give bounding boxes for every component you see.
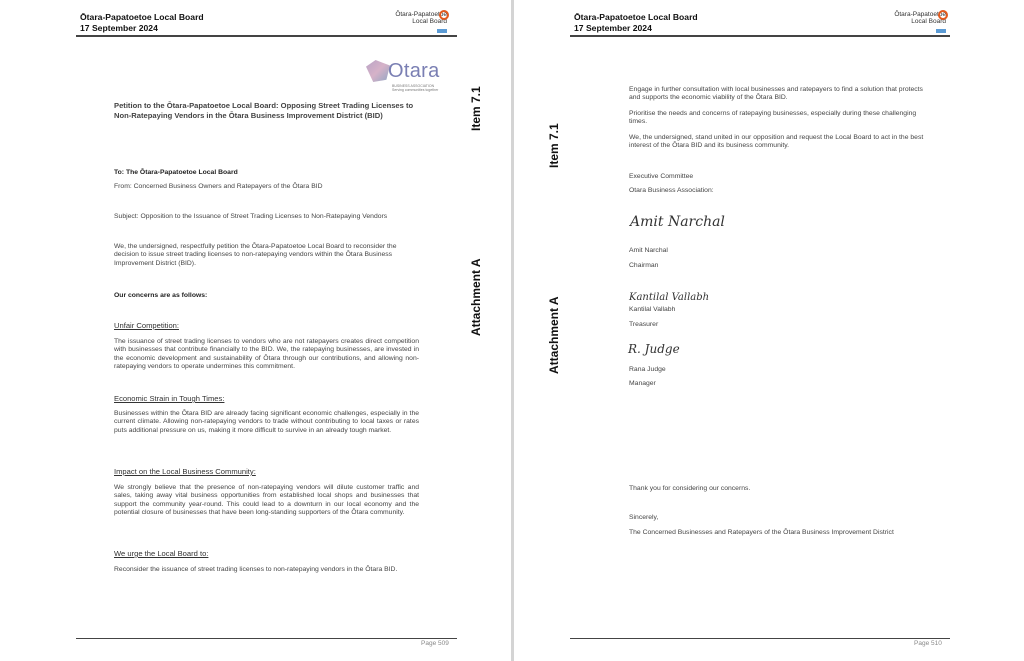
signatory-role: Treasurer	[629, 321, 659, 328]
logo-subtitle	[392, 84, 438, 92]
logo-word: Otara	[388, 60, 440, 82]
section-heading: Unfair Competition:	[114, 321, 179, 330]
local-board-logo	[884, 11, 946, 33]
item-label: Item 7.1	[469, 86, 483, 131]
page-header	[574, 12, 698, 34]
petition-title: Petition to the Ōtara-Papatoetoe Local Board: Opposing Street Trading Licenses to Non-Ratepaying Vendors in the Ōtara Business Improvement District (BID)	[114, 101, 414, 120]
section-text: The issuance of street trading licenses to vendors who are not ratepayers creates direct competition with businesses that contribute financially to the BID. We, the ratepaying businesses, are invested in the economic development and sustainability of Ōtara through our contributions, and allowing non-ratepaying vendors to operate undermines this commitment.	[114, 338, 419, 371]
footer-rule	[76, 638, 457, 639]
header-rule	[76, 35, 457, 37]
logo-text: Local Board	[911, 18, 946, 25]
header-rule	[570, 35, 950, 37]
subject-line: Subject: Opposition to the Issuance of Street Trading Licenses to Non-Ratepaying Vendors	[114, 213, 388, 220]
section-text: Businesses within the Ōtara BID are already facing significant economic challenges, especially in the current climate. Allowing non-ratepaying vendors to trade without contributing to local taxes or rates puts additional pressure on us, making it more difficult to survive in an already tough market.	[114, 410, 419, 434]
to-line: To: The Ōtara-Papatoetoe Local Board	[114, 169, 238, 176]
signoff-line: The Concerned Businesses and Ratepayers of the Ōtara Business Improvement District	[629, 529, 894, 536]
association-label: Otara Business Association:	[629, 187, 714, 194]
logo-bar-icon	[437, 29, 447, 33]
urge-item: Reconsider the issuance of street trading licenses to non-ratepaying vendors in the Ōtara BID.	[114, 566, 398, 573]
section-heading: Economic Strain in Tough Times:	[114, 394, 225, 403]
urge-item: Prioritise the needs and concerns of ratepaying businesses, especially during these challenging times.	[629, 110, 917, 126]
logo-bar-icon	[936, 29, 946, 33]
logo-text: Ōtara-Papatoetoe	[894, 11, 946, 18]
section-heading: Impact on the Local Business Community:	[114, 467, 256, 476]
urge-heading: We urge the Local Board to:	[114, 549, 209, 558]
intro-paragraph: We, the undersigned, respectfully petition the Ōtara-Papatoetoe Local Board to reconsider the decision to issue street trading licenses to non-ratepaying vendors within the Ōtara Business Improvement District (BID).	[114, 243, 397, 267]
signature-image: R. Judge	[628, 342, 680, 356]
page-number: Page 510	[914, 640, 942, 647]
concerns-heading: Our concerns are as follows:	[114, 292, 208, 299]
logo-sub2: Serving communities together	[392, 88, 439, 92]
attachment-label: Attachment A	[547, 296, 561, 374]
committee-label: Executive Committee	[629, 173, 694, 180]
urge-item: We, the undersigned, stand united in our opposition and request the Local Board to act in the best interest of the Ōtara BID and its business community.	[629, 134, 924, 150]
logo-text: Local Board	[412, 18, 447, 25]
signature-image: Amit Narchal	[630, 214, 725, 230]
meeting-date: 17 September 2024	[80, 23, 158, 33]
star-map-icon	[366, 60, 390, 82]
document-page-510	[514, 0, 1024, 661]
flower-icon	[938, 10, 948, 20]
signatory-role: Chairman	[629, 262, 659, 269]
urge-item: Engage in further consultation with local businesses and ratepayers to find a solution that protects and supports the economic viability of the Ōtara BID.	[629, 86, 923, 102]
flower-icon	[439, 10, 449, 20]
signatory-name: Kantilal Vallabh	[629, 306, 676, 313]
local-board-logo	[385, 11, 447, 33]
board-name: Ōtara-Papatoetoe Local Board	[80, 12, 204, 22]
footer-rule	[570, 638, 950, 639]
signatory-name: Rana Judge	[629, 366, 666, 373]
item-label: Item 7.1	[547, 123, 561, 168]
logo-sub1: BUSINESS ASSOCIATION	[392, 84, 435, 88]
logo-text: Ōtara-Papatoetoe	[395, 11, 447, 18]
page-number: Page 509	[421, 640, 449, 647]
attachment-label: Attachment A	[469, 258, 483, 336]
signatory-role: Manager	[629, 380, 656, 387]
signature-image: Kantilal Vallabh	[629, 292, 710, 303]
page-header	[80, 12, 204, 34]
thanks-line: Thank you for considering our concerns.	[629, 485, 751, 492]
board-name: Ōtara-Papatoetoe Local Board	[574, 12, 698, 22]
section-text: We strongly believe that the presence of non-ratepaying vendors will dilute customer traffic and sales, taking away vital business opportunities from established local shops and businesses that support the community year-round. This could lead to a downturn in our local economy and the potential closure of businesses that have been long-standing supporters of the Ōtara community.	[114, 484, 419, 517]
otara-business-association-logo	[366, 58, 441, 96]
closing-line: Sincerely,	[629, 514, 659, 521]
from-line: From: Concerned Business Owners and Ratepayers of the Ōtara BID	[114, 183, 323, 190]
meeting-date: 17 September 2024	[574, 23, 652, 33]
signatory-name: Amit Narchal	[629, 247, 668, 254]
